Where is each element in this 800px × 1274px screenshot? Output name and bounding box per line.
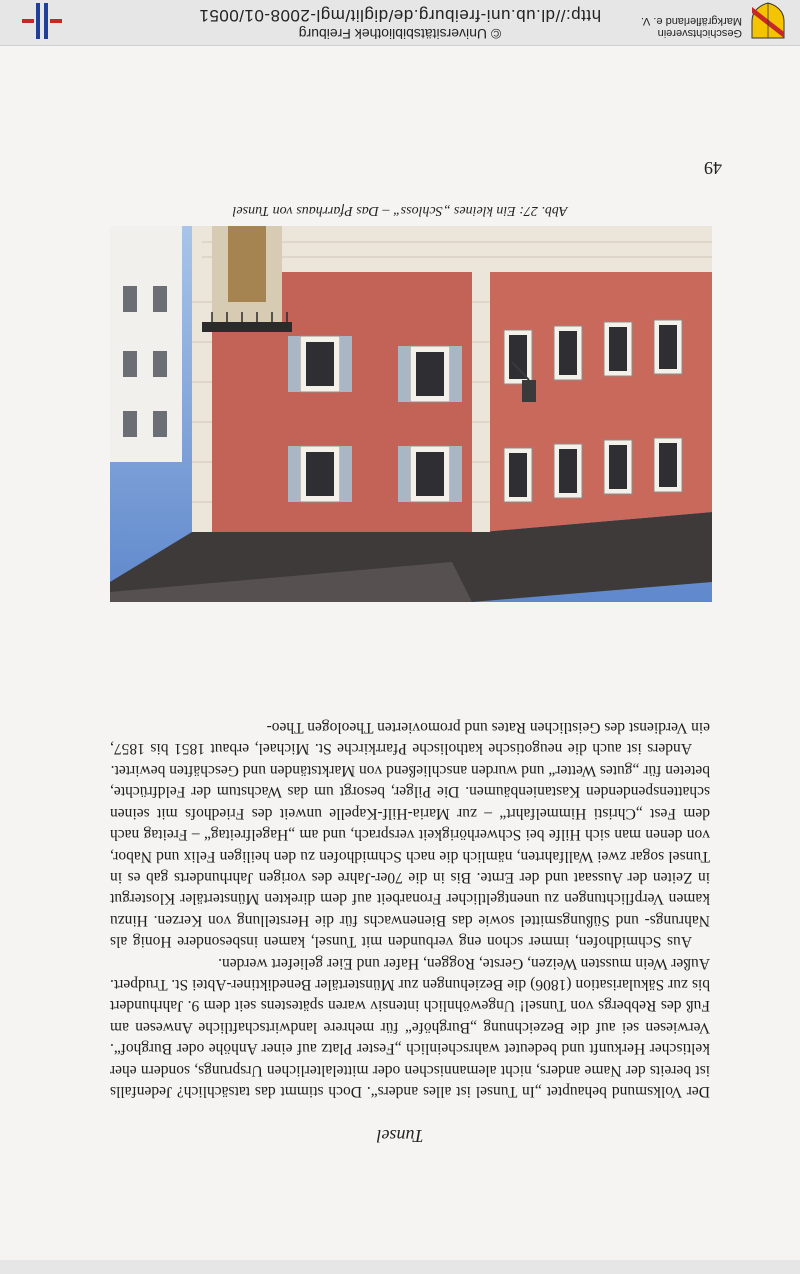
paragraph: Der Volksmund behauptet „In Tunsel ist alles anders“. Doch stimmt das tatsächlich? Jedenfalls ist bereits der Name anders, nicht alemannischen oder mittelalterlichen Ursprungs, sondern eher keltischer Herkunft und bedeutet wahrscheinlich „Fester Platz auf einer Anhöhe oder Burghof“. Verwiesen sei auf die Bezeichnung „Burghöfe“ für mehrere landwirtschaftliche Anwesen am Fuß des Rebbergs von Tunsel! Ungewöhnlich intensiv waren spätestens seit dem 9. Jahrhundert bis zur Säkularisation (1806) die Beziehungen zur Münstertäler Benediktiner-Abtei St. Trudpert. Außer Wein mussten Weizen, Gerste, Roggen, Hafer und Eier geliefert werden. [110, 954, 710, 1100]
library-logo-icon [22, 3, 62, 39]
society-name-line: Geschichtsverein [657, 27, 742, 39]
top-edge-strip [0, 1260, 800, 1274]
paragraph: Aus Schmidhofen, immer schon eng verbunden mit Tunsel, kamen insbesondere Honig als Nahrungs- und Süßungsmittel sowie das Bienenwachs für die Herstellung von Kerzen. Hinzu kamen Verpflichtungen zu unentgeltlicher Fronarbeit auf dem direkten Münstertäler Klostergut in Zeiten der Aussaat und der Ernte. Bis in die 70er-Jahre des vorigen Jahrhunderts gab es in Tunsel sogar zwei Wallfahrten, nämlich die nach Schmidhofen zu den heiligen Felix und Nabor, von denen man sich Hilfe bei Schwerhörigkeit versprach, und am „Hagelfreitag“ – Freitag nach dem Fest „Christi Himmelfahrt“ – zur Maria-Hilf-Kapelle unweit des Friedhofs mit seinen schattenspendenden Kastanienbäumen. Die Pilger, besorgt um das Wachstum der Feldfrüchte, beteten für „gutes Wetter“ und wurden anschließend von Marktständen und Geschäften bewirtet. [110, 761, 710, 951]
pfarrhaus-photo [110, 226, 712, 602]
paragraph: Anders ist auch die neugotische katholische Pfarrkirche St. Michael, erbaut 1851 bis 1857, ein Verdienst des Geistlichen Rates und promovierten Theologen Theo- [110, 719, 710, 758]
footer-bar [0, 0, 800, 46]
society-name-line: Markgräflerland e. V. [640, 15, 742, 27]
section-title: Tunsel [376, 1126, 424, 1146]
figure-caption: Abb. 27: Ein kleines „Schloss“ – Das Pfarrhaus von Tunsel [232, 203, 568, 218]
body-text [110, 717, 710, 1102]
pfarrhaus-drawing [110, 226, 712, 602]
source-url-link[interactable]: http://dl.ub.uni-freiburg.de/diglit/mgl-2008-01/0051 [198, 6, 602, 25]
page-number: 49 [704, 158, 722, 178]
copyright-line: © Universitätsbibliothek Freiburg [298, 26, 502, 42]
